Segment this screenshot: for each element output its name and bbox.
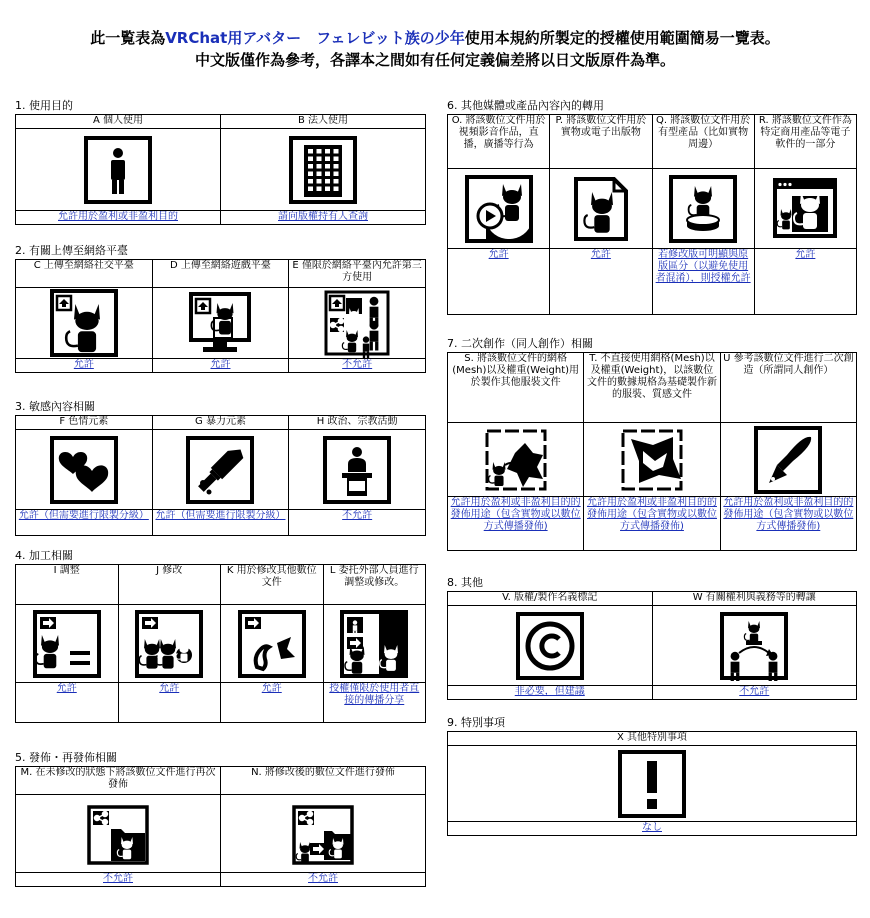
outsource-icon — [339, 609, 409, 679]
header-prefix: 此一覧表為 — [90, 29, 166, 47]
adjust-icon — [32, 609, 102, 679]
column-label: W 有關權利與義務等的轉讓 — [652, 592, 857, 606]
column-label: A 個人使用 — [16, 115, 221, 129]
icon-cell — [448, 169, 550, 249]
permission-status — [221, 683, 324, 723]
permission-status-text: 允許（但需要進行限製分級） — [18, 510, 149, 521]
column-label: H 政治、宗教活動 — [289, 416, 426, 430]
rights-table — [447, 352, 857, 551]
icon-cell — [16, 795, 221, 873]
permission-status — [448, 249, 550, 315]
column-label: E 僅限於網絡平臺內允許第三方使用 — [289, 260, 426, 288]
permission-status-text: 允許 — [210, 359, 231, 370]
permission-status-text: 允許 — [73, 359, 94, 370]
publication-icon — [566, 174, 636, 244]
section-title: 4. 加工相關 — [15, 549, 73, 562]
icon-cell — [118, 605, 221, 683]
permission-status-text: 允許（但需要進行限製分級） — [155, 510, 286, 521]
pen-nib-icon — [753, 425, 823, 495]
section-processing — [15, 549, 426, 723]
rights-table — [15, 114, 426, 225]
section-other-media — [447, 99, 857, 315]
header-line-1 — [0, 27, 870, 48]
permission-status-text: 允許 — [590, 249, 611, 260]
section-title: 5. 發佈・再發佈相關 — [15, 751, 117, 764]
icon-cell — [652, 169, 754, 249]
permission-status — [720, 497, 856, 551]
permission-status — [652, 686, 857, 700]
section-title: 1. 使用目的 — [15, 99, 73, 112]
icon-cell — [16, 288, 153, 359]
column-label: C 上傳至網絡社交平臺 — [16, 260, 153, 288]
column-label: G 暴力元素 — [152, 416, 289, 430]
upload-social-icon — [49, 288, 119, 358]
column-label: X 其他特別事項 — [448, 732, 857, 746]
permission-status-text: 允許用於盈利或非盈利目的的發佈用途（包含實物或以數位方式傳播發佈) — [723, 497, 854, 532]
icon-cell — [221, 795, 426, 873]
header-line-2: 中文版僅作為參考，各譯本之間如有任何定義偏差將以日文版原件為準。 — [194, 51, 675, 69]
section-distribution — [15, 751, 426, 887]
permission-status — [16, 510, 153, 536]
icon-cell — [448, 746, 857, 822]
permission-status-text: 請向版權持有人查詢 — [278, 211, 368, 222]
rights-table — [15, 564, 426, 723]
permission-status-text: なし — [642, 822, 662, 833]
icon-cell — [448, 423, 584, 497]
distribute-modified-icon — [288, 799, 358, 869]
avatar-name: VRChat用アバター フェレビット族の少年 — [165, 29, 465, 47]
exclamation-icon — [617, 749, 687, 819]
column-label: L 委托外部人員進行調整或修改。 — [323, 565, 426, 605]
software-window-icon — [770, 174, 840, 244]
section-title: 7. 二次創作（同人創作）相關 — [447, 337, 593, 350]
upload-game-icon — [185, 288, 255, 358]
icon-cell — [652, 606, 857, 686]
permission-status-text: 允許 — [159, 683, 180, 694]
third-party-share-icon — [322, 288, 392, 358]
permission-status — [652, 249, 754, 315]
section-title: 6. 其他媒體或產品內容內的轉用 — [447, 99, 604, 112]
rights-table — [447, 591, 857, 700]
permission-status — [754, 249, 856, 315]
figure-icon — [668, 174, 738, 244]
permission-status-text: 允許 — [795, 249, 816, 260]
column-label: S. 將該數位文件的網格(Mesh)以及權重(Weight)用於製作其他服裝文件 — [448, 353, 584, 423]
permission-status-text: 非必要，但建議 — [514, 686, 585, 697]
column-label: O. 將該數位文件用於視頻影音作品，直播，廣播等行為 — [448, 115, 550, 169]
rights-transfer-icon — [719, 611, 789, 681]
icon-cell — [16, 605, 119, 683]
column-label: U 參考該數位文件進行二次創造（所謂同人創作） — [720, 353, 856, 423]
column-label: B 法人使用 — [221, 115, 426, 129]
section-special — [447, 716, 857, 836]
section-sensitive — [15, 400, 426, 536]
permission-status — [152, 510, 289, 536]
permission-status — [584, 497, 720, 551]
icon-cell — [152, 430, 289, 510]
permission-status — [16, 873, 221, 887]
column-label: F 色情元素 — [16, 416, 153, 430]
permission-status — [118, 683, 221, 723]
permission-status — [448, 497, 584, 551]
reuse-parts-icon — [237, 609, 307, 679]
permission-status-text: 允許 — [56, 683, 77, 694]
permission-status-text: 不允許 — [739, 686, 770, 697]
video-play-icon — [464, 174, 534, 244]
rights-table — [15, 766, 426, 887]
permission-status — [289, 510, 426, 536]
section-title: 3. 敏感內容相關 — [15, 400, 95, 413]
column-label: I 調整 — [16, 565, 119, 605]
rights-table — [15, 415, 426, 536]
permission-status — [16, 683, 119, 723]
mesh-clothing-icon — [481, 425, 551, 495]
podium-speaker-icon — [322, 435, 392, 505]
rights-table — [447, 731, 857, 836]
hearts-icon — [49, 435, 119, 505]
permission-status-text: 允許 — [488, 249, 509, 260]
section-title: 2. 有關上傳至網絡平臺 — [15, 244, 128, 257]
permission-status-text: 不允許 — [342, 359, 373, 370]
icon-cell — [221, 129, 426, 211]
modify-icon — [134, 609, 204, 679]
office-building-icon — [288, 135, 358, 205]
column-label: T. 不直接使用網格(Mesh)以及權重(Weight)，以該數位文件的數據規格為基礎製作新的服裝、質感文件 — [584, 353, 720, 423]
permission-status — [289, 359, 426, 373]
new-texture-icon — [617, 425, 687, 495]
icon-cell — [448, 606, 653, 686]
permission-status — [550, 249, 652, 315]
icon-cell — [289, 288, 426, 359]
icon-cell — [16, 430, 153, 510]
permission-status — [448, 686, 653, 700]
rights-table — [15, 259, 426, 373]
icon-cell — [754, 169, 856, 249]
section-title: 8. 其他 — [447, 576, 483, 589]
section-upload — [15, 244, 426, 373]
icon-cell — [152, 288, 289, 359]
column-label: R. 將該數位文件作為特定商用產品等電子軟件的一部分 — [754, 115, 856, 169]
permission-status-text: 不允許 — [342, 510, 373, 521]
column-label: Q. 將該數位文件用於有型產品（比如實物周邊） — [652, 115, 754, 169]
section-title: 9. 特別事項 — [447, 716, 505, 729]
section-other — [447, 576, 857, 700]
permission-status-text: 不允許 — [103, 873, 133, 884]
permission-status — [152, 359, 289, 373]
permission-status-text: 不允許 — [308, 873, 338, 884]
permission-status — [221, 211, 426, 225]
permission-status — [16, 211, 221, 225]
permission-status-text: 授權僅限於使用者直接的傳播分享 — [329, 683, 420, 706]
rights-table — [447, 114, 857, 315]
icon-cell — [720, 423, 856, 497]
icon-cell — [221, 605, 324, 683]
column-label: J 修改 — [118, 565, 221, 605]
column-label: D 上傳至網絡遊戲平臺 — [152, 260, 289, 288]
column-label: V. 版權/製作名義標記 — [448, 592, 653, 606]
knife-icon — [185, 435, 255, 505]
permission-status-text: 若修改版可明顯與原版區分（以避免使用者混淆），則授權允許 — [655, 249, 751, 284]
permission-status-text: 允許用於盈利或非盈利目的 — [58, 211, 178, 222]
icon-cell — [584, 423, 720, 497]
column-label: P. 將該數位文件用於實物或電子出版物 — [550, 115, 652, 169]
icon-cell — [323, 605, 426, 683]
permission-status — [16, 359, 153, 373]
column-label: K 用於修改其他數位文件 — [221, 565, 324, 605]
permission-status — [323, 683, 426, 723]
permission-status — [448, 822, 857, 836]
section-usage-purpose — [15, 99, 426, 225]
permission-status-text: 允許用於盈利或非盈利目的的發佈用途（包含實物或以數位方式傳播發佈) — [586, 497, 717, 532]
person-icon — [83, 135, 153, 205]
icon-cell — [16, 129, 221, 211]
section-derivative — [447, 337, 857, 551]
copyright-icon — [515, 611, 585, 681]
column-label: N. 將修改後的數位文件進行發佈 — [221, 767, 426, 795]
icon-cell — [289, 430, 426, 510]
permission-status — [221, 873, 426, 887]
column-label: M. 在未修改的狀態下將該數位文件進行再次發佈 — [16, 767, 221, 795]
redistribute-icon — [83, 799, 153, 869]
permission-status-text: 允許用於盈利或非盈利目的的發佈用途（包含實物或以數位方式傳播發佈) — [450, 497, 581, 532]
permission-status-text: 允許 — [261, 683, 282, 694]
header-suffix: 使用本規約所製定的授權使用範圍簡易一覽表。 — [464, 29, 780, 47]
icon-cell — [550, 169, 652, 249]
